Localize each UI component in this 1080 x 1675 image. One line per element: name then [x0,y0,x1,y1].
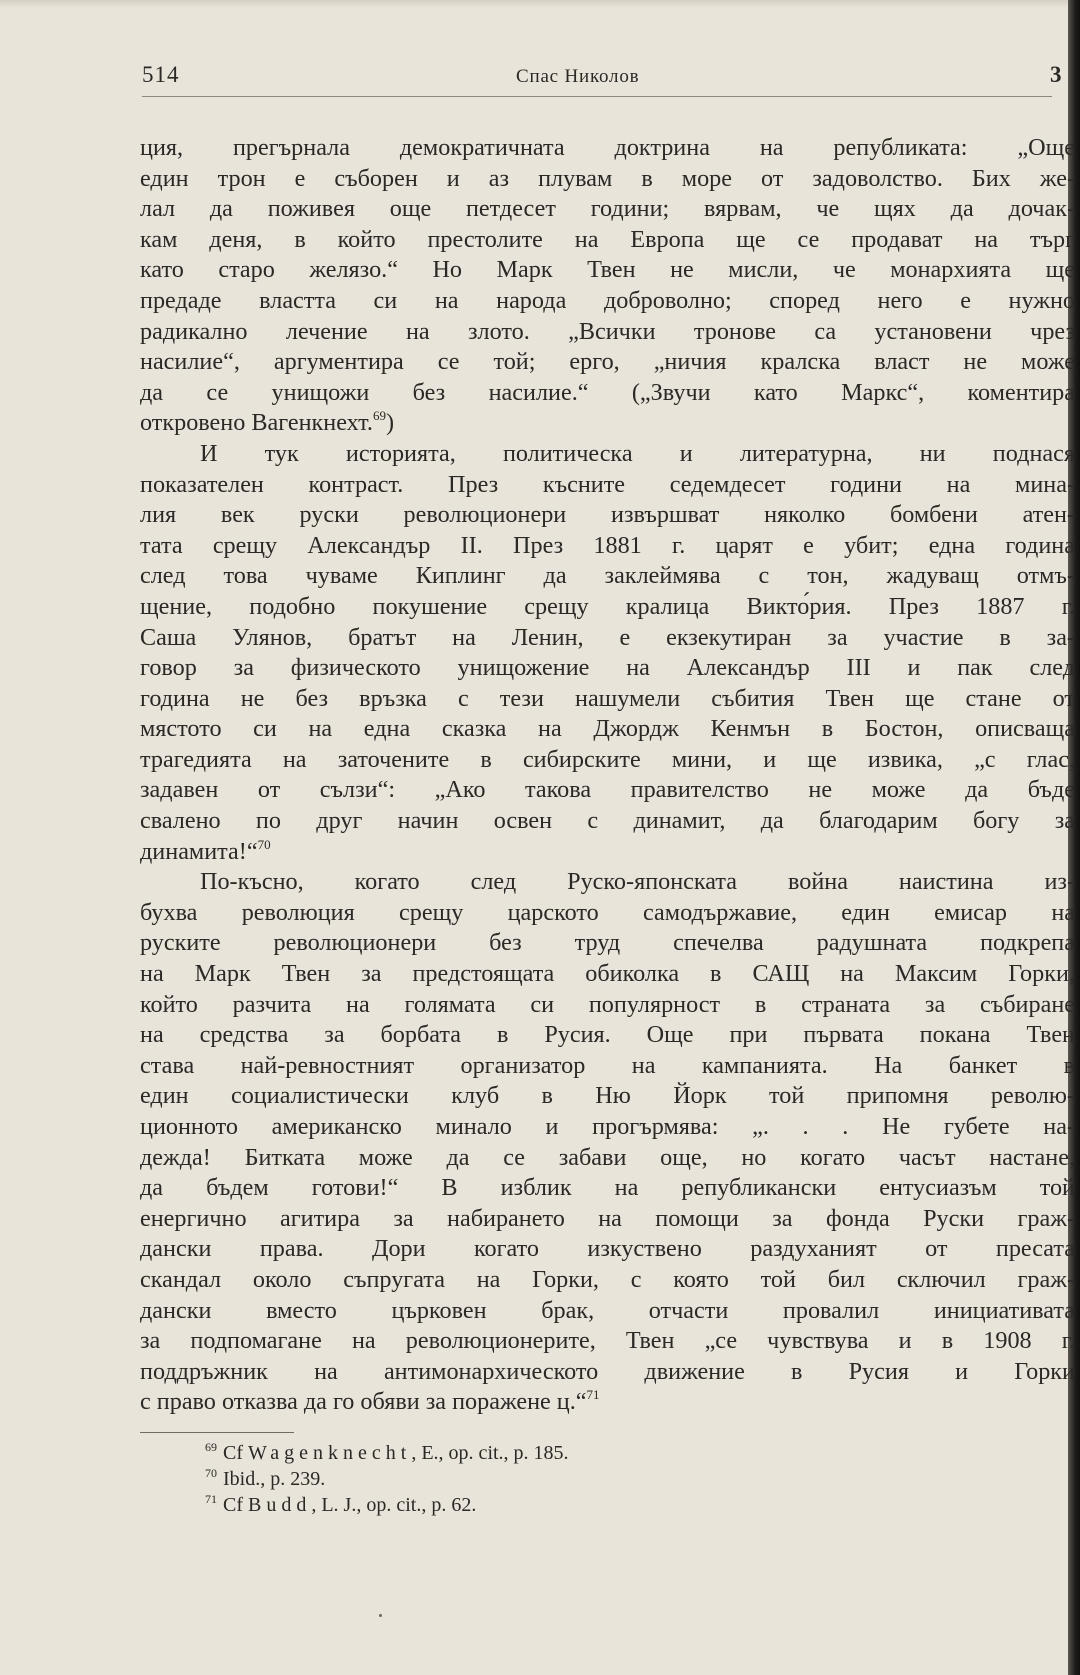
text-line: става най-ревностният организатор на кампанията. На банкет в [140,1051,1075,1079]
body-text [140,133,1075,1418]
text-line: говор за физическото унищожение на Александър III и пак след [140,654,1075,682]
text-line: трагедията на заточените в сибирските мини, и ще извика, „с глас, [140,745,1075,773]
footnote-prefix: Cf [223,1442,243,1464]
footnote-citation: , E., op. cit., p. 185. [411,1442,569,1464]
text-line: за подпомагане на революционерите, Твен „се чувствува и в 1908 г. [140,1327,1075,1355]
header-rule [142,96,1052,97]
text-line: дански права. Дори когато изкуствено раздуханият от пресата [140,1235,1075,1263]
text-line: бухва революция срещу царското самодържавие, един емисар на [140,898,1075,926]
footnote-rule [140,1432,294,1433]
text-line: тата срещу Александър II. През 1881 г. царят е убит; една година [140,531,1075,559]
text-line: след това чуваме Киплинг да заклеймява с тон, жадуващ отмъ- [140,562,1075,590]
text-line [140,1387,1075,1418]
text-line: свалено по друг начин освен с динамит, да благодарим богу за [140,807,1075,835]
text-line: задавен от сълзи“: „Ако такова правителство не може да бъде [140,776,1075,804]
text-line: енергично агитира за набирането на помощи за фонда Руски граж- [140,1204,1075,1232]
text-line: ционното американско минало и прогърмява: „. . . Не губете на- [140,1113,1075,1140]
text-line: един трон е съборен и аз плувам в море от задоволство. Бих же- [140,164,1075,192]
running-head: Спас Николов [516,66,640,87]
header-right-fragment: 3 [1050,62,1062,87]
line-text: с право отказва да го обяви за поражене ц.“ [140,1388,587,1416]
text-line: кам деня, в който престолите на Европа ще се продават на търг [140,225,1075,253]
footnote-author: Budd [248,1494,312,1516]
page-header [142,58,1062,98]
footnote-prefix: Cf [223,1494,243,1516]
text-line [140,408,1075,439]
line-text: откровено Вагенкнехт. [140,409,373,437]
text-line: на средства за борбата в Русия. Още при първата покана Твен [140,1021,1075,1049]
footnote-70 [205,1466,905,1492]
footnote-ref-70: 70 [257,836,271,852]
text-line: По-късно, когато след Руско-японската война наистина из- [200,868,1075,896]
footnote-mark: 70 [205,1466,217,1480]
text-line: един социалистически клуб в Ню Йорк той припомня револю- [140,1082,1075,1110]
text-line: година не без връзка с тези нашумели събития Твен ще стане от [140,684,1075,712]
line-text: динамита!“ [140,837,258,865]
page-top-edge [0,0,1080,8]
text-line [140,837,1075,868]
text-line: да бъдем готови!“ В изблик на републикански ентусиазъм той [140,1174,1075,1202]
footnote-mark: 69 [205,1440,217,1454]
text-line: щение, подобно покушение срещу кралица Викто́рия. През 1887 г. [140,592,1075,620]
text-line: предаде властта си на народа доброволно; според него е нужно [140,286,1075,314]
footnote-citation: Ibid., p. 239. [223,1468,326,1490]
footnote-citation: , L. J., op. cit., p. 62. [311,1494,477,1516]
text-line: да се унищожи без насилие.“ („Звучи като Маркс“, коментира [140,378,1075,406]
text-line: дански вместо църковен брак, отчасти провалил инициативата [140,1296,1075,1324]
footnote-mark: 71 [205,1492,217,1506]
footnotes [205,1440,905,1518]
text-line: И тук историята, политическа и литературна, ни поднася [200,439,1075,467]
closing-parenthesis: ) [385,409,394,437]
text-line: мястото си на една сказка на Джордж Кенмън в Бостон, описваща [140,715,1075,743]
footnote-69 [205,1440,905,1466]
footnote-author: Wagenknecht [248,1442,412,1464]
footnote-71 [205,1492,905,1518]
text-line: радикално лечение на злото. „Всички тронове са установени чрез [140,317,1075,345]
text-line: лия век руски революционери извършват няколко бомбени атен- [140,501,1075,529]
page-number: 514 [142,62,180,87]
text-line: като старо желязо.“ Но Марк Твен не мисли, че монархията ще [140,256,1075,284]
text-line: Саша Улянов, братът на Ленин, е екзекутиран за участие в за- [140,623,1075,651]
footnote-ref-71: 71 [586,1387,600,1403]
text-line: насилие“, аргументира се той; ерго, „ничия кралска власт не може [140,348,1075,376]
text-line: показателен контраст. През късните седемдесет години на мина- [140,470,1075,498]
text-line: който разчита на голямата си популярност в страната за събиране [140,990,1075,1018]
print-speck [379,1614,382,1617]
text-line: ция, прегърнала демократичната доктрина на републиката: „Още [140,134,1075,161]
text-line: на Марк Твен за предстоящата обиколка в САЩ на Максим Горки, [140,960,1075,988]
text-line: поддръжник на антимонархическото движение в Русия и Горки [140,1357,1075,1385]
text-line: руските революционери без труд спечелва радушната подкрепа [140,929,1075,957]
text-line: дежда! Битката може да се забави още, но когато часът настане, [140,1143,1075,1171]
footnote-ref-69: 69 [372,408,386,424]
text-line: скандал около съпругата на Горки, с която той бил сключил граж- [140,1265,1075,1293]
text-line: лал да поживея още петдесет години; вярвам, че щях да дочак- [140,195,1075,223]
